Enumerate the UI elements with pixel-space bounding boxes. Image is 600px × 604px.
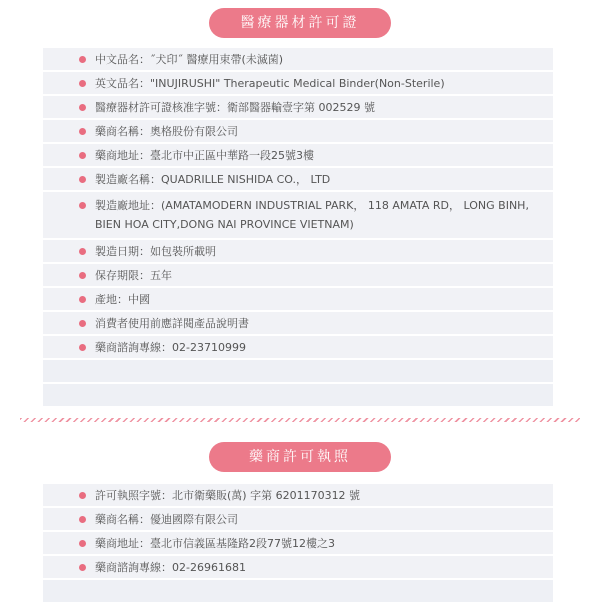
list-item: 藥商諮詢專線：02-26961681 — [43, 556, 553, 578]
list-item: 消費者使用前應詳閱產品說明書 — [43, 312, 553, 334]
list-item: 中文品名：˝犬印˝ 醫療用束帶(未滅菌) — [43, 48, 553, 70]
bullet-icon — [79, 152, 86, 159]
list-item: 藥商名稱：奧格股份有限公司 — [43, 120, 553, 142]
bullet-icon — [79, 272, 86, 279]
list-item: 製造廠名稱：QUADRILLE NISHIDA CO.， LTD — [43, 168, 553, 190]
bullet-icon — [79, 492, 86, 499]
bullet-icon — [79, 344, 86, 351]
bullet-icon — [79, 248, 86, 255]
bullet-icon — [79, 540, 86, 547]
list-item: 產地：中國 — [43, 288, 553, 310]
list-item: 製造廠地址：(AMATAMODERN INDUSTRIAL PARK， 118 AMATA RD， LONG BINH, BIEN HOA CITY,DONG NAI PROVINCE VIETNAM) — [43, 192, 553, 238]
bullet-icon — [79, 80, 86, 87]
bullet-icon — [79, 202, 86, 209]
list-item: 藥商地址：臺北市信義區基隆路2段77號12樓之3 — [43, 532, 553, 554]
dashed-divider — [20, 418, 580, 422]
section-title-pharmacy-license: 藥商許可執照 — [209, 442, 391, 472]
list-item: 許可執照字號：北市衛藥販(萬) 字第 6201170312 號 — [43, 484, 553, 506]
list-item: 製造日期：如包裝所載明 — [43, 240, 553, 262]
medical-license-list — [43, 48, 553, 408]
section-title-medical-license: 醫療器材許可證 — [209, 8, 391, 38]
pharmacy-license-list — [43, 484, 553, 604]
bullet-icon — [79, 176, 86, 183]
bullet-icon — [79, 56, 86, 63]
list-item: 藥商諮詢專線：02-23710999 — [43, 336, 553, 358]
empty-row — [43, 384, 553, 406]
bullet-icon — [79, 104, 86, 111]
bullet-icon — [79, 516, 86, 523]
empty-row — [43, 580, 553, 602]
list-item: 保存期限：五年 — [43, 264, 553, 286]
bullet-icon — [79, 296, 86, 303]
bullet-icon — [79, 564, 86, 571]
bullet-icon — [79, 128, 86, 135]
list-item: 英文品名："INUJIRUSHI" Therapeutic Medical Binder(Non-Sterile) — [43, 72, 553, 94]
empty-row — [43, 360, 553, 382]
list-item: 藥商地址：臺北市中正區中華路一段25號3樓 — [43, 144, 553, 166]
list-item: 藥商名稱：優迪國際有限公司 — [43, 508, 553, 530]
list-item: 醫療器材許可證核准字號：衛部醫器輸壹字第 002529 號 — [43, 96, 553, 118]
bullet-icon — [79, 320, 86, 327]
